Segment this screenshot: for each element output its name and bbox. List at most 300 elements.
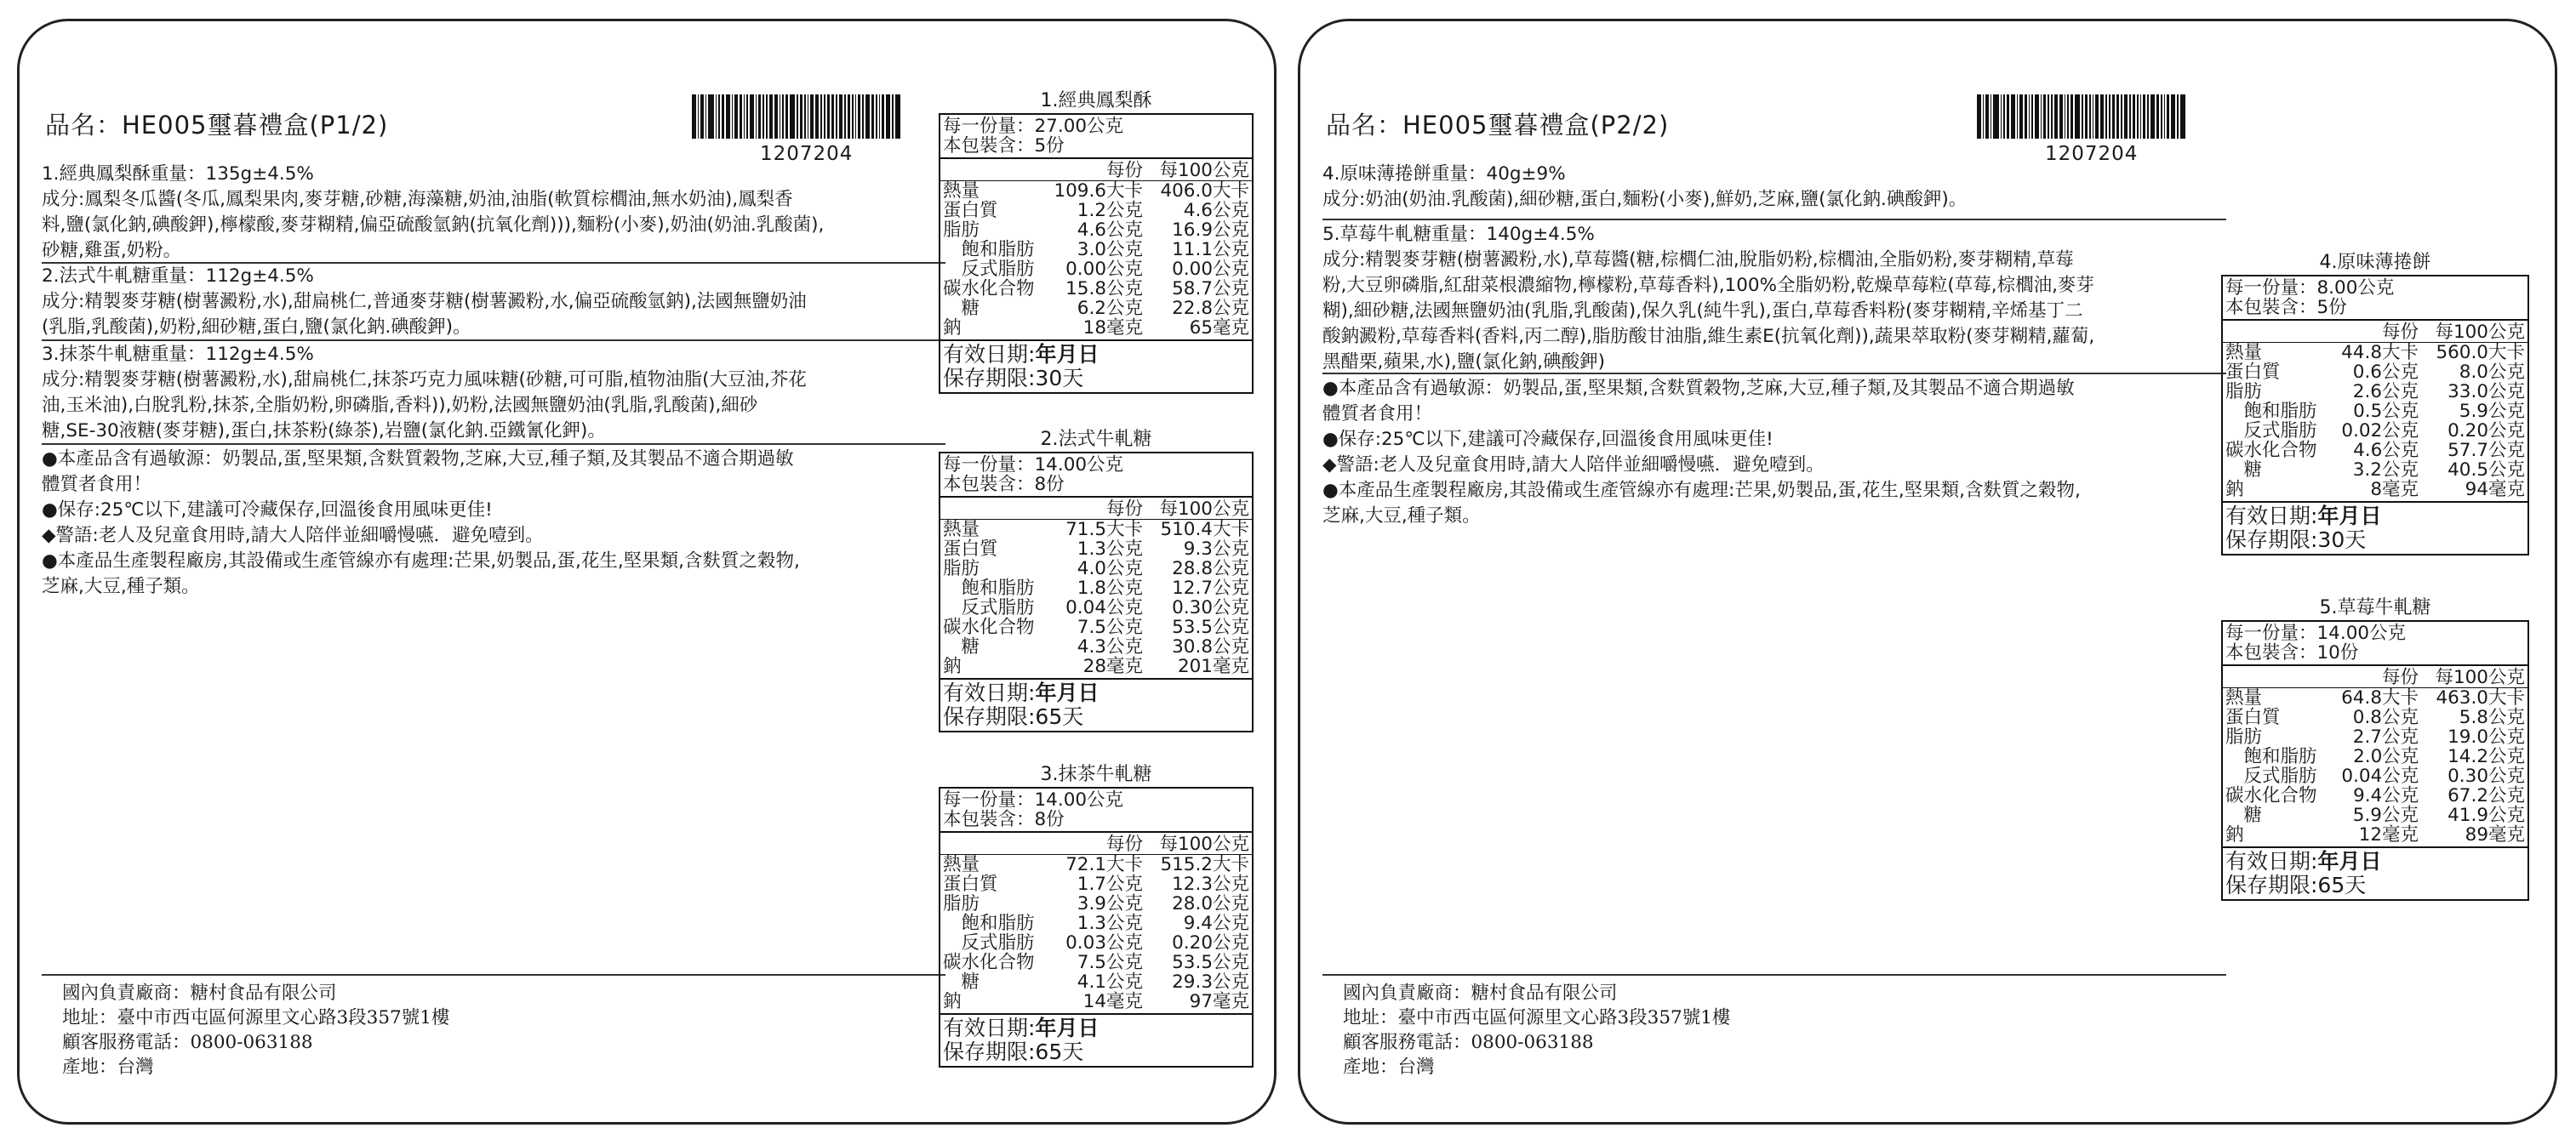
- nutrition-header-row: [940, 835, 1252, 855]
- nutrition-row: [2225, 421, 2525, 441]
- product-4-name: 4.原味薄捲餅重量：40g±9%: [1322, 163, 1566, 185]
- nutrient-name: 脂肪: [2225, 726, 2263, 748]
- nutrition-row: [943, 318, 1249, 338]
- nutrition-table: [939, 787, 1254, 1068]
- per-100g-value: 28.0公克: [1172, 893, 1249, 914]
- per-serving-value: 1.2公克: [1077, 200, 1143, 221]
- nutrition-row: [2225, 806, 2525, 825]
- manufacturer-name: 國內負責廠商：糖村食品有限公司: [1343, 983, 1618, 1004]
- barcode-bar: [797, 94, 798, 139]
- barcode-bar: [1985, 94, 1988, 139]
- barcode-bar: [2001, 94, 2002, 139]
- nutrition-panel-2: [939, 428, 1254, 732]
- barcode-bar: [2011, 94, 2015, 139]
- barcode-bar: [2109, 94, 2110, 139]
- nutrition-row: [2225, 747, 2525, 766]
- divider: [1322, 373, 2226, 374]
- nutrient-name: 熱量: [943, 854, 980, 875]
- barcode-bar: [895, 94, 900, 139]
- barcode-bar: [716, 94, 717, 139]
- servings-per-package: 本包裝含：10份: [2225, 642, 2359, 664]
- per-serving-value: 12毫克: [2358, 824, 2419, 846]
- notices: ●本產品含有過敏源：奶製品,蛋,堅果類,含麩質穀物,芝麻,大豆,種子類,及其製品不適合期過敏 體質者食用！ ●保存:25℃以下,建議可冷藏保存,回溫後食用風味更佳! ◆警語:老人及兒童食用時,請大人陪伴並細嚼慢嚥．避免噎到。 ●本產品生產製程廠房,其設備或生產管線亦有處理:芒果,奶製品,蛋,花生,堅果類,含麩質之穀物, 芝麻,大豆,種子類。: [42, 448, 800, 597]
- barcode-bar: [785, 94, 788, 139]
- serving-size: 每一份量：14.00公克: [2225, 623, 2407, 644]
- notices: ●本產品含有過敏源：奶製品,蛋,堅果類,含麩質穀物,芝麻,大豆,種子類,及其製品不適合期過敏 體質者食用！ ●保存:25℃以下,建議可冷藏保存,回溫後食用風味更佳! ◆警語:老人及兒童食用時,請大人陪伴並細嚼慢嚥．避免噎到。 ●本產品生產製程廠房,其設備或生產管線亦有處理:芒果,奶製品,蛋,花生,堅果類,含麩質之穀物, 芝麻,大豆,種子類。: [1322, 378, 2081, 527]
- per-100g-value: 94毫克: [2465, 479, 2525, 500]
- product-title: 品名：HE005璽暮禮盒(P2/2): [1326, 111, 1670, 140]
- nutrition-row: [943, 894, 1249, 914]
- per-100g-value: 8.0公克: [2459, 362, 2525, 383]
- barcode-bar: [827, 94, 830, 139]
- barcode-bar: [790, 94, 795, 139]
- barcode-bar: [2089, 94, 2091, 139]
- nutrient-name: 蛋白質: [2225, 362, 2281, 383]
- barcode-bar: [858, 94, 860, 139]
- per-serving-value: 9.4公克: [2353, 785, 2419, 806]
- nutrition-header-row: [940, 499, 1252, 520]
- divider: [1322, 974, 2226, 976]
- barcode-bar: [2112, 94, 2115, 139]
- nutrition-row: [2225, 727, 2525, 747]
- nutrition-row: [943, 259, 1249, 279]
- per-100g-value: 0.20公克: [1172, 932, 1249, 954]
- barcode-bar: [855, 94, 857, 139]
- nutrition-row: [2225, 441, 2525, 460]
- per-100g-value: 5.8公克: [2459, 707, 2525, 728]
- nutrient-name: 熱量: [2225, 342, 2263, 363]
- per-serving-value: 15.8公克: [1065, 278, 1143, 299]
- nutrition-row: [943, 953, 1249, 972]
- col-per-serving: 每份: [1105, 834, 1143, 855]
- per-serving-value: 4.1公克: [1077, 971, 1143, 993]
- nutrition-row: [943, 637, 1249, 657]
- barcode-bar: [750, 94, 754, 139]
- per-serving-value: 7.5公克: [1077, 952, 1143, 973]
- per-serving-value: 0.02公克: [2341, 420, 2419, 441]
- nutrient-name: 脂肪: [943, 558, 980, 579]
- barcode-bar: [2095, 94, 2098, 139]
- barcode-bar: [726, 94, 730, 139]
- per-100g-value: 19.0公克: [2447, 726, 2525, 748]
- barcode-bar: [2048, 94, 2049, 139]
- per-serving-value: 0.03公克: [1065, 932, 1143, 954]
- per-serving-value: 1.7公克: [1077, 874, 1143, 895]
- barcode-bar: [705, 94, 707, 139]
- serving-size: 每一份量：27.00公克: [943, 116, 1124, 137]
- nutrient-name: 飽和脂肪: [943, 913, 1035, 934]
- barcode-bar: [2031, 94, 2033, 139]
- nutrition-row: [2225, 786, 2525, 806]
- barcode-bar: [2161, 94, 2162, 139]
- barcode-bar: [2124, 94, 2128, 139]
- nutrition-row: [2225, 343, 2525, 362]
- nutrition-row: [2225, 460, 2525, 480]
- nutrient-name: 糖: [943, 636, 980, 658]
- barcode-bar: [2007, 94, 2009, 139]
- barcode-bar: [758, 94, 761, 139]
- barcode-bar: [782, 94, 784, 139]
- barcode-bar: [722, 94, 724, 139]
- per-serving-value: 0.8公克: [2352, 707, 2419, 728]
- barcode-bar: [700, 94, 703, 139]
- per-serving-value: 2.6公克: [2352, 381, 2419, 402]
- barcode-bar: [820, 94, 822, 139]
- barcode-bar: [2180, 94, 2185, 139]
- per-100g-value: 53.5公克: [1172, 617, 1249, 638]
- col-per-100g: 每100公克: [2435, 667, 2525, 688]
- expiry-date: 有效日期:年月日: [2225, 849, 2382, 874]
- per-100g-value: 33.0公克: [2447, 381, 2525, 402]
- per-100g-value: 57.7公克: [2447, 440, 2525, 461]
- per-serving-value: 1.8公克: [1077, 578, 1143, 599]
- per-serving-value: 3.9公克: [1077, 893, 1143, 914]
- per-serving-value: 2.0公克: [2353, 746, 2419, 767]
- nutrition-title: 4.原味薄捲餅: [2319, 252, 2431, 273]
- per-serving-value: 6.2公克: [1077, 298, 1143, 319]
- per-100g-value: 11.1公克: [1172, 239, 1249, 260]
- per-100g-value: 5.9公克: [2459, 401, 2525, 422]
- nutrient-name: 碳水化合物: [2225, 785, 2317, 806]
- per-serving-value: 3.0公克: [1077, 239, 1143, 260]
- barcode-bar: [2121, 94, 2122, 139]
- nutrient-name: 飽和脂肪: [943, 239, 1035, 260]
- product-title: 品名：HE005璽暮禮盒(P1/2): [45, 111, 389, 140]
- barcode-bar: [2105, 94, 2107, 139]
- nutrient-name: 鈉: [943, 317, 962, 339]
- nutrient-name: 飽和脂肪: [943, 578, 1035, 599]
- barcode-bar: [2137, 94, 2139, 139]
- barcode-bar: [876, 94, 877, 139]
- nutrition-row: [943, 855, 1249, 874]
- nutrition-row: [943, 181, 1249, 201]
- barcode-bar: [865, 94, 870, 139]
- per-serving-value: 0.5公克: [2353, 401, 2419, 422]
- nutrition-row: [943, 201, 1249, 220]
- barcode-bar: [774, 94, 777, 139]
- nutrition-row: [943, 972, 1249, 992]
- barcode-bar: [882, 94, 884, 139]
- per-100g-value: 201毫克: [1177, 656, 1249, 677]
- nutrition-row: [943, 992, 1249, 1011]
- shelf-life: 保存期限:30天: [2225, 527, 2367, 552]
- product-5-name: 5.草莓牛軋糖重量：140g±4.5%: [1322, 224, 1595, 245]
- nutrition-row: [2225, 480, 2525, 499]
- nutrient-name: 反式脂肪: [943, 932, 1035, 954]
- barcode-bar: [2067, 94, 2069, 139]
- nutrient-name: 反式脂肪: [943, 259, 1035, 280]
- nutrition-panel-3: [939, 763, 1254, 1068]
- barcode-bar: [746, 94, 748, 139]
- nutrition-header-row: [2223, 322, 2527, 343]
- per-serving-value: 28毫克: [1082, 656, 1143, 677]
- nutrition-table: [939, 113, 1254, 394]
- barcode-bar: [2029, 94, 2031, 139]
- product-5-ingredients: 成分:精製麥芽糖(樹薯澱粉,水),草莓醬(糖,棕櫚仁油,脫脂奶粉,棕櫚油,全脂奶粉,麥芽糊精,草莓 粉,大豆卵磷脂,紅甜菜根濃縮物,檸檬粉,草莓香料),100%全脂奶粉,乾燥草莓粒(草莓,棕櫚油,麥芽 糊),細砂糖,法國無鹽奶油(乳脂,乳酸菌),保久乳(純牛乳),蛋白,草莓香料粉(麥芽糊精,辛烯基丁二 酸鈉澱粉,草莓香料(香料,丙二醇),脂肪酸甘油脂,維生素E(抗氧化劑)),蔬果萃取粉(麥芽糊精,蘿蔔, 黑醋栗,蘋果,水),鹽(氯化鈉,碘酸鉀): [1322, 249, 2095, 373]
- product-label-page-2: [1298, 19, 2557, 1125]
- divider: [42, 443, 945, 445]
- per-serving-value: 1.3公克: [1077, 913, 1143, 934]
- barcode-bar: [1983, 94, 1985, 139]
- expiry-date: 有效日期:年月日: [2225, 504, 2382, 528]
- barcode-bar: [2041, 94, 2042, 139]
- barcode-bar: [871, 94, 874, 139]
- nutrition-title: 3.抹茶牛軋糖: [1040, 764, 1152, 785]
- nutrition-row: [943, 299, 1249, 318]
- nutrition-title: 2.法式牛軋糖: [1040, 429, 1152, 450]
- per-serving-value: 0.00公克: [1065, 259, 1143, 280]
- barcode-bar: [808, 94, 809, 139]
- barcode-bar: [892, 94, 894, 139]
- barcode-bar: [886, 94, 890, 139]
- per-100g-value: 28.8公克: [1172, 558, 1249, 579]
- barcode-bar: [2147, 94, 2149, 139]
- product-1-ingredients: 成分:鳳梨冬瓜醬(冬瓜,鳳梨果肉,麥芽糖,砂糖,海藻糖,奶油,油脂(軟質棕櫚油,無水奶油),鳳梨香 料,鹽(氯化鈉,碘酸鉀),檸檬酸,麥芽糊精,偏亞硫酸氫鈉(抗氧化劑))),麵粉(小麥),奶油(奶油.乳酸菌), 砂糖,雞蛋,奶粉。: [42, 189, 825, 261]
- customer-service-phone: 顧客服務電話：0800-063188: [62, 1032, 313, 1053]
- barcode-bar: [879, 94, 881, 139]
- nutrition-table: [2221, 275, 2529, 555]
- barcode-bar: [2025, 94, 2027, 139]
- serving-size: 每一份量：8.00公克: [2225, 277, 2395, 299]
- nutrition-title: 5.草莓牛軋糖: [2319, 597, 2431, 618]
- col-per-100g: 每100公克: [1159, 160, 1249, 181]
- per-serving-value: 2.7公克: [2352, 726, 2419, 748]
- barcode-bar: [2035, 94, 2039, 139]
- nutrition-row: [2225, 766, 2525, 786]
- per-100g-value: 97毫克: [1189, 991, 1249, 1012]
- nutrition-row: [2225, 688, 2525, 708]
- per-serving-value: 71.5大卡: [1065, 519, 1143, 540]
- per-100g-value: 53.5公克: [1172, 952, 1249, 973]
- barcode-bar: [2075, 94, 2080, 139]
- nutrition-table: [2221, 620, 2529, 901]
- per-100g-value: 9.3公克: [1183, 538, 1249, 560]
- barcode-bar: [708, 94, 713, 139]
- per-100g-value: 41.9公克: [2447, 805, 2525, 826]
- shelf-life: 保存期限:65天: [943, 1040, 1084, 1064]
- per-serving-value: 4.6公克: [2353, 440, 2419, 461]
- barcode-bar: [2171, 94, 2175, 139]
- barcode-bar: [756, 94, 757, 139]
- nutrient-name: 飽和脂肪: [2225, 401, 2317, 422]
- divider: [42, 974, 945, 976]
- barcode-bar: [2043, 94, 2046, 139]
- per-serving-value: 0.04公克: [1065, 597, 1143, 618]
- barcode-bar: [2071, 94, 2073, 139]
- per-serving-value: 4.0公克: [1077, 558, 1143, 579]
- barcode-bar: [2019, 94, 2022, 139]
- nutrient-name: 糖: [943, 971, 980, 993]
- barcode-bar: [800, 94, 803, 139]
- per-100g-value: 9.4公克: [1183, 913, 1249, 934]
- per-100g-value: 67.2公克: [2447, 785, 2525, 806]
- barcode-bar: [862, 94, 864, 139]
- nutrition-row: [2225, 382, 2525, 402]
- nutrition-panel-5: [2221, 596, 2529, 901]
- barcode-bar: [2054, 94, 2059, 139]
- expiry-date: 有效日期:年月日: [943, 342, 1100, 367]
- barcode-bar: [2133, 94, 2135, 139]
- barcode-bar: [1993, 94, 1998, 139]
- per-100g-value: 0.20公克: [2447, 420, 2525, 441]
- manufacturer-address: 地址：臺中市西屯區何源里文心路3段357號1樓: [62, 1007, 450, 1028]
- divider: [42, 339, 945, 341]
- per-serving-value: 3.2公克: [2352, 459, 2419, 481]
- nutrient-name: 蛋白質: [943, 874, 998, 895]
- barcode-bar: [2085, 94, 2088, 139]
- barcode-bar: [692, 94, 696, 139]
- nutrition-table: [939, 452, 1254, 732]
- per-serving-value: 4.3公克: [1077, 636, 1143, 658]
- product-2-name: 2.法式牛軋糖重量：112g±4.5%: [42, 265, 314, 287]
- per-100g-value: 40.5公克: [2447, 459, 2525, 481]
- col-per-serving: 每份: [1105, 498, 1143, 520]
- product-4-ingredients: 成分:奶油(奶油.乳酸菌),細砂糖,蛋白,麵粉(小麥),鮮奶,芝麻,鹽(氯化鈉.碘酸鉀)。: [1322, 189, 1968, 210]
- nutrition-row: [2225, 708, 2525, 727]
- nutrition-row: [943, 657, 1249, 676]
- per-serving-value: 4.6公克: [1077, 219, 1143, 241]
- per-100g-value: 0.30公克: [2447, 766, 2525, 787]
- barcode-number: 1207204: [760, 143, 854, 165]
- barcode-bar: [780, 94, 781, 139]
- per-serving-value: 64.8大卡: [2341, 687, 2419, 709]
- nutrient-name: 糖: [2225, 805, 2263, 826]
- nutrient-name: 反式脂肪: [943, 597, 1035, 618]
- nutrient-name: 反式脂肪: [2225, 766, 2317, 787]
- nutrition-row: [943, 914, 1249, 933]
- per-serving-value: 14毫克: [1082, 991, 1143, 1012]
- barcode-bar: [2140, 94, 2142, 139]
- nutrient-name: 碳水化合物: [943, 952, 1035, 973]
- nutrition-row: [943, 520, 1249, 539]
- per-100g-value: 89毫克: [2465, 824, 2525, 846]
- origin: 產地：台灣: [1343, 1057, 1435, 1078]
- nutrient-name: 脂肪: [943, 219, 980, 241]
- per-100g-value: 4.6公克: [1183, 200, 1249, 221]
- col-per-serving: 每份: [2381, 322, 2419, 343]
- barcode-bar: [824, 94, 825, 139]
- per-100g-value: 463.0大卡: [2436, 687, 2525, 709]
- nutrient-name: 熱量: [2225, 687, 2263, 709]
- col-per-100g: 每100公克: [1159, 498, 1249, 520]
- expiry-date: 有效日期:年月日: [943, 681, 1100, 705]
- per-100g-value: 29.3公克: [1172, 971, 1249, 993]
- barcode-bar: [734, 94, 737, 139]
- col-per-100g: 每100公克: [2435, 322, 2525, 343]
- per-serving-value: 8毫克: [2370, 479, 2419, 500]
- barcode-bar: [2093, 94, 2094, 139]
- barcode-bar: [718, 94, 720, 139]
- barcode-bar: [740, 94, 742, 139]
- barcode-bar: [769, 94, 774, 139]
- barcode-bar: [2129, 94, 2131, 139]
- barcode-bar: [810, 94, 813, 139]
- nutrient-name: 糖: [943, 298, 980, 319]
- barcode-bar: [836, 94, 837, 139]
- product-3-name: 3.抹茶牛軋糖重量：112g±4.5%: [42, 344, 314, 365]
- nutrient-name: 碳水化合物: [943, 278, 1035, 299]
- barcode-bar: [2143, 94, 2145, 139]
- per-serving-value: 44.8大卡: [2341, 342, 2419, 363]
- product-1-name: 1.經典鳳梨酥重量：135g±4.5%: [42, 163, 314, 185]
- per-100g-value: 515.2大卡: [1160, 854, 1249, 875]
- col-per-serving: 每份: [1105, 160, 1143, 181]
- barcode-bar: [744, 94, 745, 139]
- per-100g-value: 14.2公克: [2447, 746, 2525, 767]
- per-serving-value: 7.5公克: [1077, 617, 1143, 638]
- product-label-page-1: [17, 19, 1277, 1125]
- product-3-ingredients: 成分:精製麥芽糖(樹薯澱粉,水),甜扁桃仁,抹茶巧克力風味糖(砂糖,可可脂,植物油脂(大豆油,芥花 油,玉米油),白脫乳粉,抹茶,全脂奶粉,卵磷脂,香料)),奶粉,法國無鹽奶油(乳脂,乳酸菌),細砂 糖,SE-30液糖(麥芽糖),蛋白,抹茶粉(綠茶),岩鹽(氯化鈉.亞鐵氰化鉀)。: [42, 369, 807, 441]
- nutrition-row: [2225, 825, 2525, 845]
- per-serving-value: 109.6大卡: [1054, 180, 1143, 202]
- barcode-bar: [2167, 94, 2169, 139]
- nutrition-row: [943, 933, 1249, 953]
- nutrient-name: 碳水化合物: [943, 617, 1035, 638]
- barcode-bar: [2082, 94, 2083, 139]
- nutrition-row: [943, 874, 1249, 894]
- nutrient-name: 鈉: [2225, 479, 2244, 500]
- barcode-bar: [1977, 94, 1981, 139]
- per-serving-value: 0.04公克: [2341, 766, 2419, 787]
- nutrition-panel-4: [2221, 251, 2529, 555]
- nutrition-row: [943, 220, 1249, 240]
- servings-per-package: 本包裝含：5份: [2225, 297, 2347, 318]
- barcode-bar: [2059, 94, 2062, 139]
- per-serving-value: 72.1大卡: [1065, 854, 1143, 875]
- col-per-serving: 每份: [2381, 667, 2419, 688]
- nutrient-name: 碳水化合物: [2225, 440, 2317, 461]
- barcode-bar: [766, 94, 768, 139]
- per-100g-value: 0.00公克: [1172, 259, 1249, 280]
- per-100g-value: 560.0大卡: [2436, 342, 2525, 363]
- nutrition-row: [943, 598, 1249, 618]
- servings-per-package: 本包裝含：8份: [943, 474, 1065, 495]
- nutrition-row: [943, 578, 1249, 598]
- barcode-bar: [852, 94, 854, 139]
- barcode-bar: [1991, 94, 1992, 139]
- per-100g-value: 22.8公克: [1172, 298, 1249, 319]
- expiry-date: 有效日期:年月日: [943, 1016, 1100, 1040]
- customer-service-phone: 顧客服務電話：0800-063188: [1343, 1032, 1594, 1053]
- barcode-bar: [2017, 94, 2019, 139]
- nutrition-row: [943, 539, 1249, 559]
- servings-per-package: 本包裝含：8份: [943, 809, 1065, 830]
- serving-size: 每一份量：14.00公克: [943, 454, 1124, 476]
- barcode-bar: [844, 94, 846, 139]
- per-100g-value: 65毫克: [1189, 317, 1249, 339]
- barcode: [692, 94, 902, 139]
- nutrition-header-row: [2223, 668, 2527, 688]
- per-serving-value: 0.6公克: [2352, 362, 2419, 383]
- shelf-life: 保存期限:30天: [943, 366, 1084, 390]
- nutrient-name: 反式脂肪: [2225, 420, 2317, 441]
- nutrient-name: 鈉: [943, 991, 962, 1012]
- nutrient-name: 脂肪: [943, 893, 980, 914]
- per-100g-value: 16.9公克: [1172, 219, 1249, 241]
- barcode-bar: [2156, 94, 2159, 139]
- nutrient-name: 蛋白質: [943, 200, 998, 221]
- barcode-bar: [839, 94, 843, 139]
- nutrition-title: 1.經典鳳梨酥: [1040, 90, 1152, 111]
- manufacturer-info: [62, 981, 449, 1079]
- barcode-bar: [848, 94, 850, 139]
- nutrient-name: 糖: [2225, 459, 2263, 481]
- per-100g-value: 510.4大卡: [1160, 519, 1249, 540]
- nutrient-name: 脂肪: [2225, 381, 2263, 402]
- barcode-bar: [2065, 94, 2066, 139]
- manufacturer-name: 國內負責廠商：糖村食品有限公司: [62, 983, 337, 1004]
- nutrition-header-row: [940, 161, 1252, 181]
